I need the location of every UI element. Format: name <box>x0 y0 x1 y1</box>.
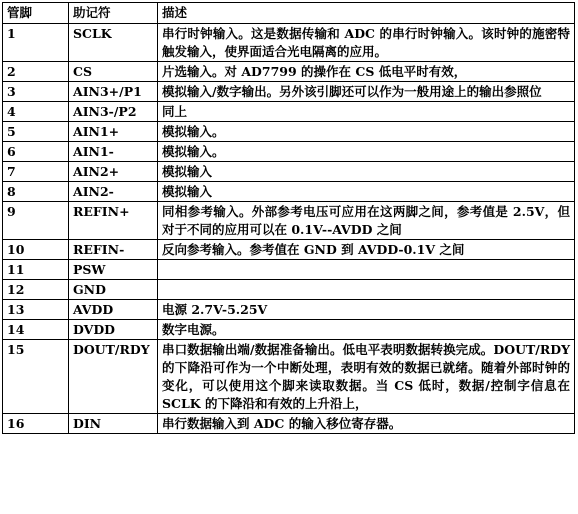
pin-cell: 4 <box>3 102 69 122</box>
pin-description-table <box>2 2 575 434</box>
description-cell: 反向参考输入。参考值在 GND 到 AVDD-0.1V 之间 <box>158 240 575 260</box>
table-row <box>3 62 575 82</box>
description-cell: 模拟输入/数字输出。另外该引脚还可以作为一般用途上的输出参照位 <box>158 82 575 102</box>
table-row <box>3 24 575 62</box>
table-row <box>3 280 575 300</box>
pin-cell: 1 <box>3 24 69 62</box>
table-row <box>3 300 575 320</box>
table-row <box>3 260 575 280</box>
description-cell: 串行数据输入到 ADC 的输入移位寄存器。 <box>158 414 575 434</box>
table-row <box>3 202 575 240</box>
description-cell: 同相参考输入。外部参考电压可应用在这两脚之间，参考值是 2.5V，但对于不同的应用可以在 0.1V--AVDD 之间 <box>158 202 575 240</box>
pin-cell: 16 <box>3 414 69 434</box>
pin-cell: 15 <box>3 340 69 414</box>
table-row <box>3 142 575 162</box>
pin-cell: 3 <box>3 82 69 102</box>
description-cell: 模拟输入。 <box>158 142 575 162</box>
description-cell: 串行时钟输入。这是数据传输和 ADC 的串行时钟输入。该时钟的施密特触发输入，使界面适合光电隔离的应用。 <box>158 24 575 62</box>
mnemonic-cell: PSW <box>69 260 158 280</box>
pin-cell: 9 <box>3 202 69 240</box>
pin-cell: 11 <box>3 260 69 280</box>
mnemonic-cell: AIN1- <box>69 142 158 162</box>
description-cell: 电源 2.7V-5.25V <box>158 300 575 320</box>
pin-cell: 14 <box>3 320 69 340</box>
pin-cell: 6 <box>3 142 69 162</box>
mnemonic-cell: AIN2+ <box>69 162 158 182</box>
pin-cell: 5 <box>3 122 69 142</box>
description-cell: 同上 <box>158 102 575 122</box>
mnemonic-cell: SCLK <box>69 24 158 62</box>
table-row <box>3 340 575 414</box>
mnemonic-cell: REFIN+ <box>69 202 158 240</box>
mnemonic-cell: AIN3+/P1 <box>69 82 158 102</box>
description-cell <box>158 280 575 300</box>
pin-cell: 13 <box>3 300 69 320</box>
mnemonic-cell: AIN1+ <box>69 122 158 142</box>
header-pin: 管脚 <box>3 3 69 24</box>
table-row <box>3 240 575 260</box>
table-row <box>3 182 575 202</box>
pin-cell: 8 <box>3 182 69 202</box>
table-row <box>3 102 575 122</box>
table-row <box>3 122 575 142</box>
description-cell: 模拟输入 <box>158 162 575 182</box>
description-cell <box>158 260 575 280</box>
mnemonic-cell: GND <box>69 280 158 300</box>
header-description: 描述 <box>158 3 575 24</box>
table-row <box>3 162 575 182</box>
description-cell: 串口数据输出端/数据准备输出。低电平表明数据转换完成。DOUT/RDY 的下降沿可作为一个中断处理，表明有效的数据已就绪。随着外部时钟的变化，可以使用这个脚来读取数据。当 CS 低时，数据/控制字信息在 SCLK 的下降沿和有效的上升沿上， <box>158 340 575 414</box>
description-cell: 数字电源。 <box>158 320 575 340</box>
pin-cell: 10 <box>3 240 69 260</box>
description-cell: 模拟输入。 <box>158 122 575 142</box>
mnemonic-cell: CS <box>69 62 158 82</box>
table-header-row <box>3 3 575 24</box>
description-cell: 模拟输入 <box>158 182 575 202</box>
mnemonic-cell: REFIN- <box>69 240 158 260</box>
table-row <box>3 82 575 102</box>
description-cell: 片选输入。对 AD7799 的操作在 CS 低电平时有效， <box>158 62 575 82</box>
mnemonic-cell: AVDD <box>69 300 158 320</box>
table-row <box>3 414 575 434</box>
mnemonic-cell: AIN2- <box>69 182 158 202</box>
mnemonic-cell: DOUT/RDY <box>69 340 158 414</box>
mnemonic-cell: DIN <box>69 414 158 434</box>
mnemonic-cell: AIN3-/P2 <box>69 102 158 122</box>
pin-cell: 12 <box>3 280 69 300</box>
mnemonic-cell: DVDD <box>69 320 158 340</box>
table-row <box>3 320 575 340</box>
header-mnemonic: 助记符 <box>69 3 158 24</box>
pin-cell: 7 <box>3 162 69 182</box>
pin-cell: 2 <box>3 62 69 82</box>
